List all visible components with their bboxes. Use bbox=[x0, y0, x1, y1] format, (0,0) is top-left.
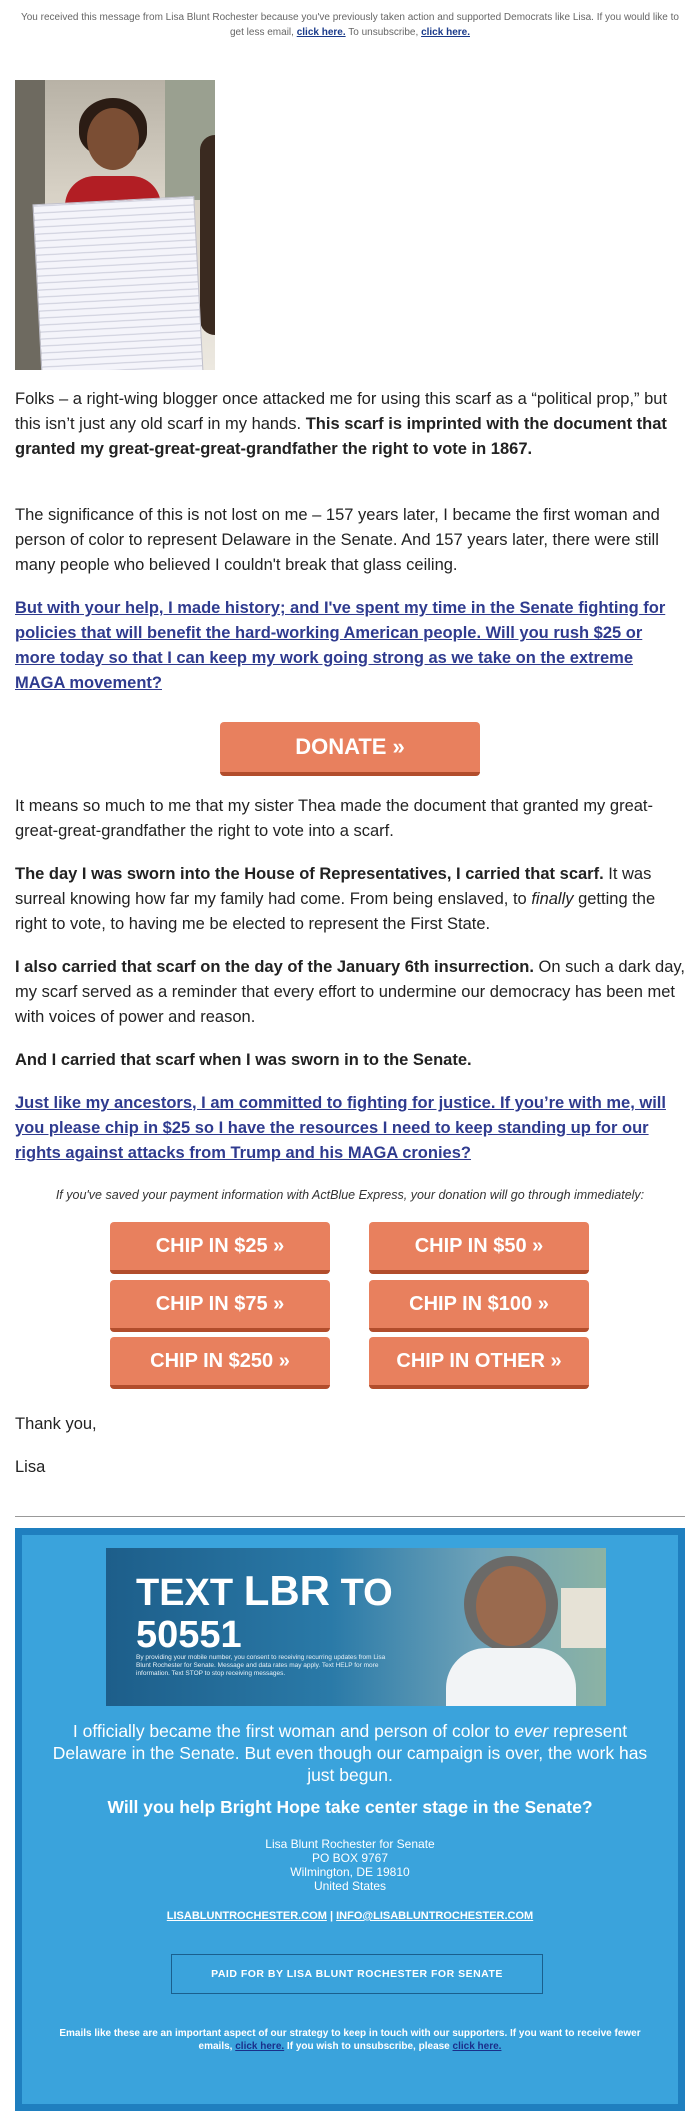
banner-face bbox=[476, 1566, 546, 1646]
banner-headline bbox=[136, 1567, 393, 1656]
paragraph-text: It was surreal knowing how far my family had come. From being enslaved, to bbox=[15, 865, 652, 908]
scarf-photo bbox=[15, 80, 215, 370]
less-email-link[interactable]: click here. bbox=[296, 27, 346, 38]
footer-panel bbox=[22, 1535, 678, 2104]
banner-shirt bbox=[446, 1648, 576, 1706]
paragraph-jan6 bbox=[15, 955, 685, 1030]
paragraph-bold: The day I was sworn into the House of Representatives, I carried that scarf. bbox=[15, 865, 604, 883]
footer-links bbox=[42, 1910, 658, 1922]
banner-text: TO bbox=[330, 1572, 393, 1614]
paid-for-by-box: PAID FOR BY LISA BLUNT ROCHESTER FOR SENATE bbox=[171, 1954, 543, 1994]
chip-in-100-button[interactable]: CHIP IN $100 » bbox=[369, 1280, 589, 1332]
website-link[interactable]: LISABLUNTROCHESTER.COM bbox=[166, 1910, 327, 1922]
footer-ask: Will you help Bright Hope take center stage in the Senate? bbox=[107, 1797, 593, 1817]
chip-in-25-button[interactable]: CHIP IN $25 » bbox=[110, 1222, 330, 1274]
paragraph-scarf-intro bbox=[15, 387, 685, 462]
address-country: United States bbox=[313, 1879, 387, 1893]
donate-button[interactable]: DONATE » bbox=[220, 722, 480, 776]
preheader-unsub-text: To unsubscribe, bbox=[348, 27, 419, 38]
footer-lead bbox=[42, 1720, 658, 1786]
photo-bystander bbox=[200, 135, 215, 335]
text-lbr-banner[interactable] bbox=[106, 1548, 606, 1706]
footer-unsub-text: Emails like these are an important aspect of our strategy to keep in touch with our supporters. If you want to receive fewer emails, bbox=[59, 2028, 641, 2052]
signature: Lisa bbox=[15, 1458, 46, 1476]
footer-lead-emphasis: ever bbox=[514, 1721, 549, 1741]
paragraph-bold: This scarf is imprinted with the document that granted my great-great-great-grandfather the right to vote in 1867. bbox=[15, 415, 667, 458]
photo-face bbox=[87, 108, 139, 170]
chip-in-other-button[interactable]: CHIP IN OTHER » bbox=[369, 1337, 589, 1389]
actblue-express-note: If you've saved your payment information with ActBlue Express, your donation will go through immediately: bbox=[55, 1188, 645, 1202]
divider bbox=[15, 1516, 685, 1517]
paragraph-sister-thea: It means so much to me that my sister Thea made the document that granted my great-great-great-grandfather the right to vote into a scarf. bbox=[15, 797, 653, 840]
footer-unsub-text: If you wish to unsubscribe, please bbox=[284, 2041, 453, 2052]
paragraph-text: getting the right to vote, to having me be elected to represent the First State. bbox=[15, 890, 656, 933]
paragraph-bold: I also carried that scarf on the day of the January 6th insurrection. bbox=[15, 958, 534, 976]
unsubscribe-link[interactable]: click here. bbox=[421, 27, 470, 38]
photo-scarf bbox=[32, 196, 203, 370]
banner-keyword: LBR bbox=[243, 1567, 331, 1614]
banner-disclaimer: By providing your mobile number, you consent to receiving recurring updates from Lisa Blunt Rochester for Senate. Message and data rates may apply. Text HELP for more information. Text STOP to stop receiving messages. bbox=[136, 1654, 386, 1677]
preheader-text: You received this message from Lisa Blunt Rochester because you've previously taken action and supported Democrats like Lisa. If you would like to get less email, bbox=[20, 12, 679, 38]
banner-tent bbox=[561, 1588, 606, 1648]
preheader bbox=[20, 10, 680, 40]
donate-link-ancestors[interactable]: Just like my ancestors, I am committed to fighting for justice. If you’re with me, will you please chip in $25 so I have the resources I need to keep standing up for our rights against attacks from Trump and his MAGA cronies? bbox=[15, 1094, 666, 1162]
paragraph-senate bbox=[15, 1048, 685, 1073]
donate-link-history[interactable]: But with your help, I made history; and I've spent my time in the Senate fighting for policies that will benefit the hard-working American people. Will you rush $25 or more today so that I can keep my work going strong as we take on the extreme MAGA movement? bbox=[15, 599, 666, 692]
banner-text: TEXT bbox=[136, 1572, 244, 1614]
address-box: PO BOX 9767 bbox=[311, 1851, 389, 1865]
footer-lead-text: represent Delaware in the Senate. But even though our campaign is over, the work has just begun. bbox=[52, 1721, 648, 1785]
paragraph-bold: And I carried that scarf when I was sworn in to the Senate. bbox=[15, 1051, 472, 1069]
signoff: Thank you, bbox=[15, 1415, 97, 1433]
paragraph-italic: finally bbox=[531, 890, 574, 908]
chip-in-250-button[interactable]: CHIP IN $250 » bbox=[110, 1337, 330, 1389]
footer bbox=[15, 1528, 685, 2111]
email-link[interactable]: INFO@LISABLUNTROCHESTER.COM bbox=[336, 1910, 534, 1922]
paragraph-house-sworn-in bbox=[15, 862, 685, 937]
footer-unsubscribe-link[interactable]: click here. bbox=[452, 2041, 502, 2052]
paragraph-text: Folks – a right-wing blogger once attacked me for using this scarf as a “political prop,” but this isn’t just any old scarf in my hands. bbox=[15, 390, 668, 433]
paragraph-text: On such a dark day, my scarf served as a reminder that every effort to undermine our democracy has been met with voices of power and reason. bbox=[15, 958, 685, 1026]
fewer-emails-link[interactable]: click here. bbox=[235, 2041, 285, 2052]
paragraph-significance: The significance of this is not lost on me – 157 years later, I became the first woman and person of color to represent Delaware in the Senate. And 157 years later, there were still many people who believed I couldn't break that glass ceiling. bbox=[15, 506, 660, 574]
banner-shortcode: 50551 bbox=[136, 1614, 242, 1656]
chip-in-75-button[interactable]: CHIP IN $75 » bbox=[110, 1280, 330, 1332]
chip-in-50-button[interactable]: CHIP IN $50 » bbox=[369, 1222, 589, 1274]
footer-unsubscribe bbox=[52, 2027, 648, 2053]
address-name: Lisa Blunt Rochester for Senate bbox=[265, 1837, 435, 1851]
address-city: Wilmington, DE 19810 bbox=[290, 1865, 410, 1879]
mailing-address bbox=[42, 1837, 658, 1893]
link-separator: | bbox=[326, 1910, 337, 1922]
footer-lead-text: I officially became the first woman and person of color to bbox=[72, 1721, 515, 1741]
